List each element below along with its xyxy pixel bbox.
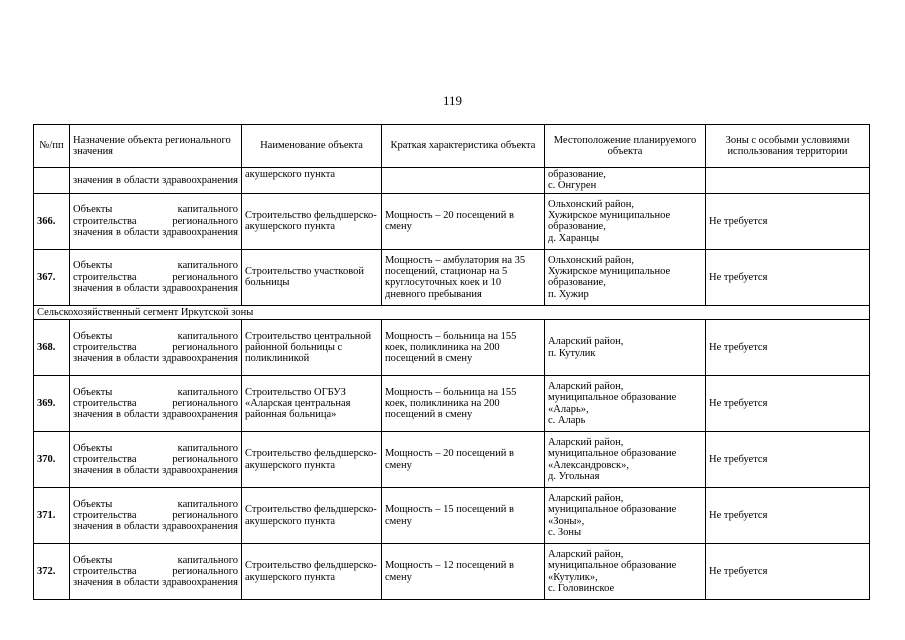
row-name: Строительство фельдшерско-акушерского пункта	[242, 488, 382, 544]
location-line: Аларский район,	[548, 492, 624, 504]
header-characteristics: Краткая характеристика объекта	[382, 125, 545, 168]
row-num: 372.	[34, 544, 70, 600]
table-row	[34, 544, 870, 600]
row-name: Строительство фельдшерско-акушерского пункта	[242, 544, 382, 600]
row-characteristics: Мощность – 12 посещений в смену	[382, 544, 545, 600]
row-location	[545, 544, 706, 600]
row-location	[545, 168, 706, 194]
location-line: Хужирское муниципальное	[548, 209, 671, 221]
location-line: Ольхонский район,	[548, 254, 634, 266]
header-location: Местоположение планируемого объекта	[545, 125, 706, 168]
row-purpose: Объекты капитального строительства регионального значения в области здравоохранения	[70, 193, 242, 249]
row-name: Строительство центральной районной больницы с поликлиникой	[242, 320, 382, 376]
table-row	[34, 488, 870, 544]
row-zones: Не требуется	[706, 249, 870, 305]
row-zones: Не требуется	[706, 376, 870, 432]
location-line: Аларский район,	[548, 336, 624, 348]
row-location	[545, 432, 706, 488]
row-name: Строительство фельдшерско-акушерского пункта	[242, 432, 382, 488]
table-row	[34, 432, 870, 488]
row-zones: Не требуется	[706, 488, 870, 544]
row-num: 370.	[34, 432, 70, 488]
row-num: 371.	[34, 488, 70, 544]
location-line: «Александровск»,	[548, 459, 630, 471]
row-zones: Не требуется	[706, 193, 870, 249]
location-line: п. Хужир	[548, 288, 589, 300]
section-title: Сельскохозяйственный сегмент Иркутской зоны	[34, 305, 870, 319]
location-line: с. Онгурен	[548, 180, 597, 192]
location-line: «Кутулик»,	[548, 571, 598, 583]
section-row	[34, 305, 870, 319]
location-line: д. Угольная	[548, 471, 600, 483]
row-characteristics	[382, 168, 545, 194]
row-purpose: Объекты капитального строительства регионального значения в области здравоохранения	[70, 320, 242, 376]
row-zones: Не требуется	[706, 544, 870, 600]
location-line: муниципальное образование	[548, 448, 677, 460]
location-line: п. Кутулик	[548, 347, 596, 359]
location-line: Аларский район,	[548, 436, 624, 448]
location-line: Аларский район,	[548, 380, 624, 392]
location-line: образование,	[548, 277, 606, 289]
header-name: Наименование объекта	[242, 125, 382, 168]
location-line: с. Зоны	[548, 527, 582, 539]
row-name: акушерского пункта	[242, 168, 382, 194]
header-num: №/пп	[34, 125, 70, 168]
row-num: 369.	[34, 376, 70, 432]
location-line: с. Головинское	[548, 583, 615, 595]
header-zones: Зоны с особыми условиями использования территории	[706, 125, 870, 168]
location-line: муниципальное образование	[548, 560, 677, 572]
table-row-continuation	[34, 168, 870, 194]
row-purpose: Объекты капитального строительства регионального значения в области здравоохранения	[70, 376, 242, 432]
row-location	[545, 488, 706, 544]
location-line: Хужирское муниципальное	[548, 265, 671, 277]
row-location	[545, 193, 706, 249]
location-line: образование,	[548, 221, 606, 233]
row-location	[545, 320, 706, 376]
row-location	[545, 376, 706, 432]
row-characteristics: Мощность – 15 посещений в смену	[382, 488, 545, 544]
location-line: «Зоны»,	[548, 515, 585, 527]
row-location	[545, 249, 706, 305]
table-row	[34, 193, 870, 249]
row-num: 366.	[34, 193, 70, 249]
location-line: муниципальное образование	[548, 504, 677, 516]
row-purpose: значения в области здравоохранения	[70, 168, 242, 194]
row-purpose: Объекты капитального строительства регионального значения в области здравоохранения	[70, 432, 242, 488]
location-line: Ольхонский район,	[548, 198, 634, 210]
table-header-row	[34, 125, 870, 168]
row-zones: Не требуется	[706, 432, 870, 488]
page-number: 119	[442, 93, 463, 108]
row-name: Строительство фельдшерско-акушерского пункта	[242, 193, 382, 249]
row-purpose: Объекты капитального строительства регионального значения в области здравоохранения	[70, 544, 242, 600]
header-purpose: Назначение объекта регионального значения	[70, 125, 242, 168]
row-purpose: Объекты капитального строительства регионального значения в области здравоохранения	[70, 488, 242, 544]
row-characteristics: Мощность – больница на 155 коек, поликлиника на 200 посещений в смену	[382, 320, 545, 376]
location-line: с. Аларь	[548, 415, 586, 427]
row-num: 368.	[34, 320, 70, 376]
location-line: Аларский район,	[548, 548, 624, 560]
row-characteristics: Мощность – амбулатория на 35 посещений, стационар на 5 круглосуточных коек и 10 дневного пребывания	[382, 249, 545, 305]
row-characteristics: Мощность – 20 посещений в смену	[382, 193, 545, 249]
location-line: д. Харанцы	[548, 232, 600, 244]
row-characteristics: Мощность – больница на 155 коек, поликлиника на 200 посещений в смену	[382, 376, 545, 432]
row-num: 367.	[34, 249, 70, 305]
row-name: Строительство ОГБУЗ «Аларская центральная районная больница»	[242, 376, 382, 432]
row-name: Строительство участковой больницы	[242, 249, 382, 305]
row-zones: Не требуется	[706, 320, 870, 376]
objects-table	[33, 124, 870, 600]
location-line: «Аларь»,	[548, 403, 589, 415]
location-line: образование,	[548, 169, 606, 180]
row-characteristics: Мощность – 20 посещений в смену	[382, 432, 545, 488]
location-line: муниципальное образование	[548, 392, 677, 404]
row-purpose: Объекты капитального строительства регионального значения в области здравоохранения	[70, 249, 242, 305]
table-row	[34, 320, 870, 376]
table-row	[34, 249, 870, 305]
row-num	[34, 168, 70, 194]
row-zones	[706, 168, 870, 194]
table-row	[34, 376, 870, 432]
